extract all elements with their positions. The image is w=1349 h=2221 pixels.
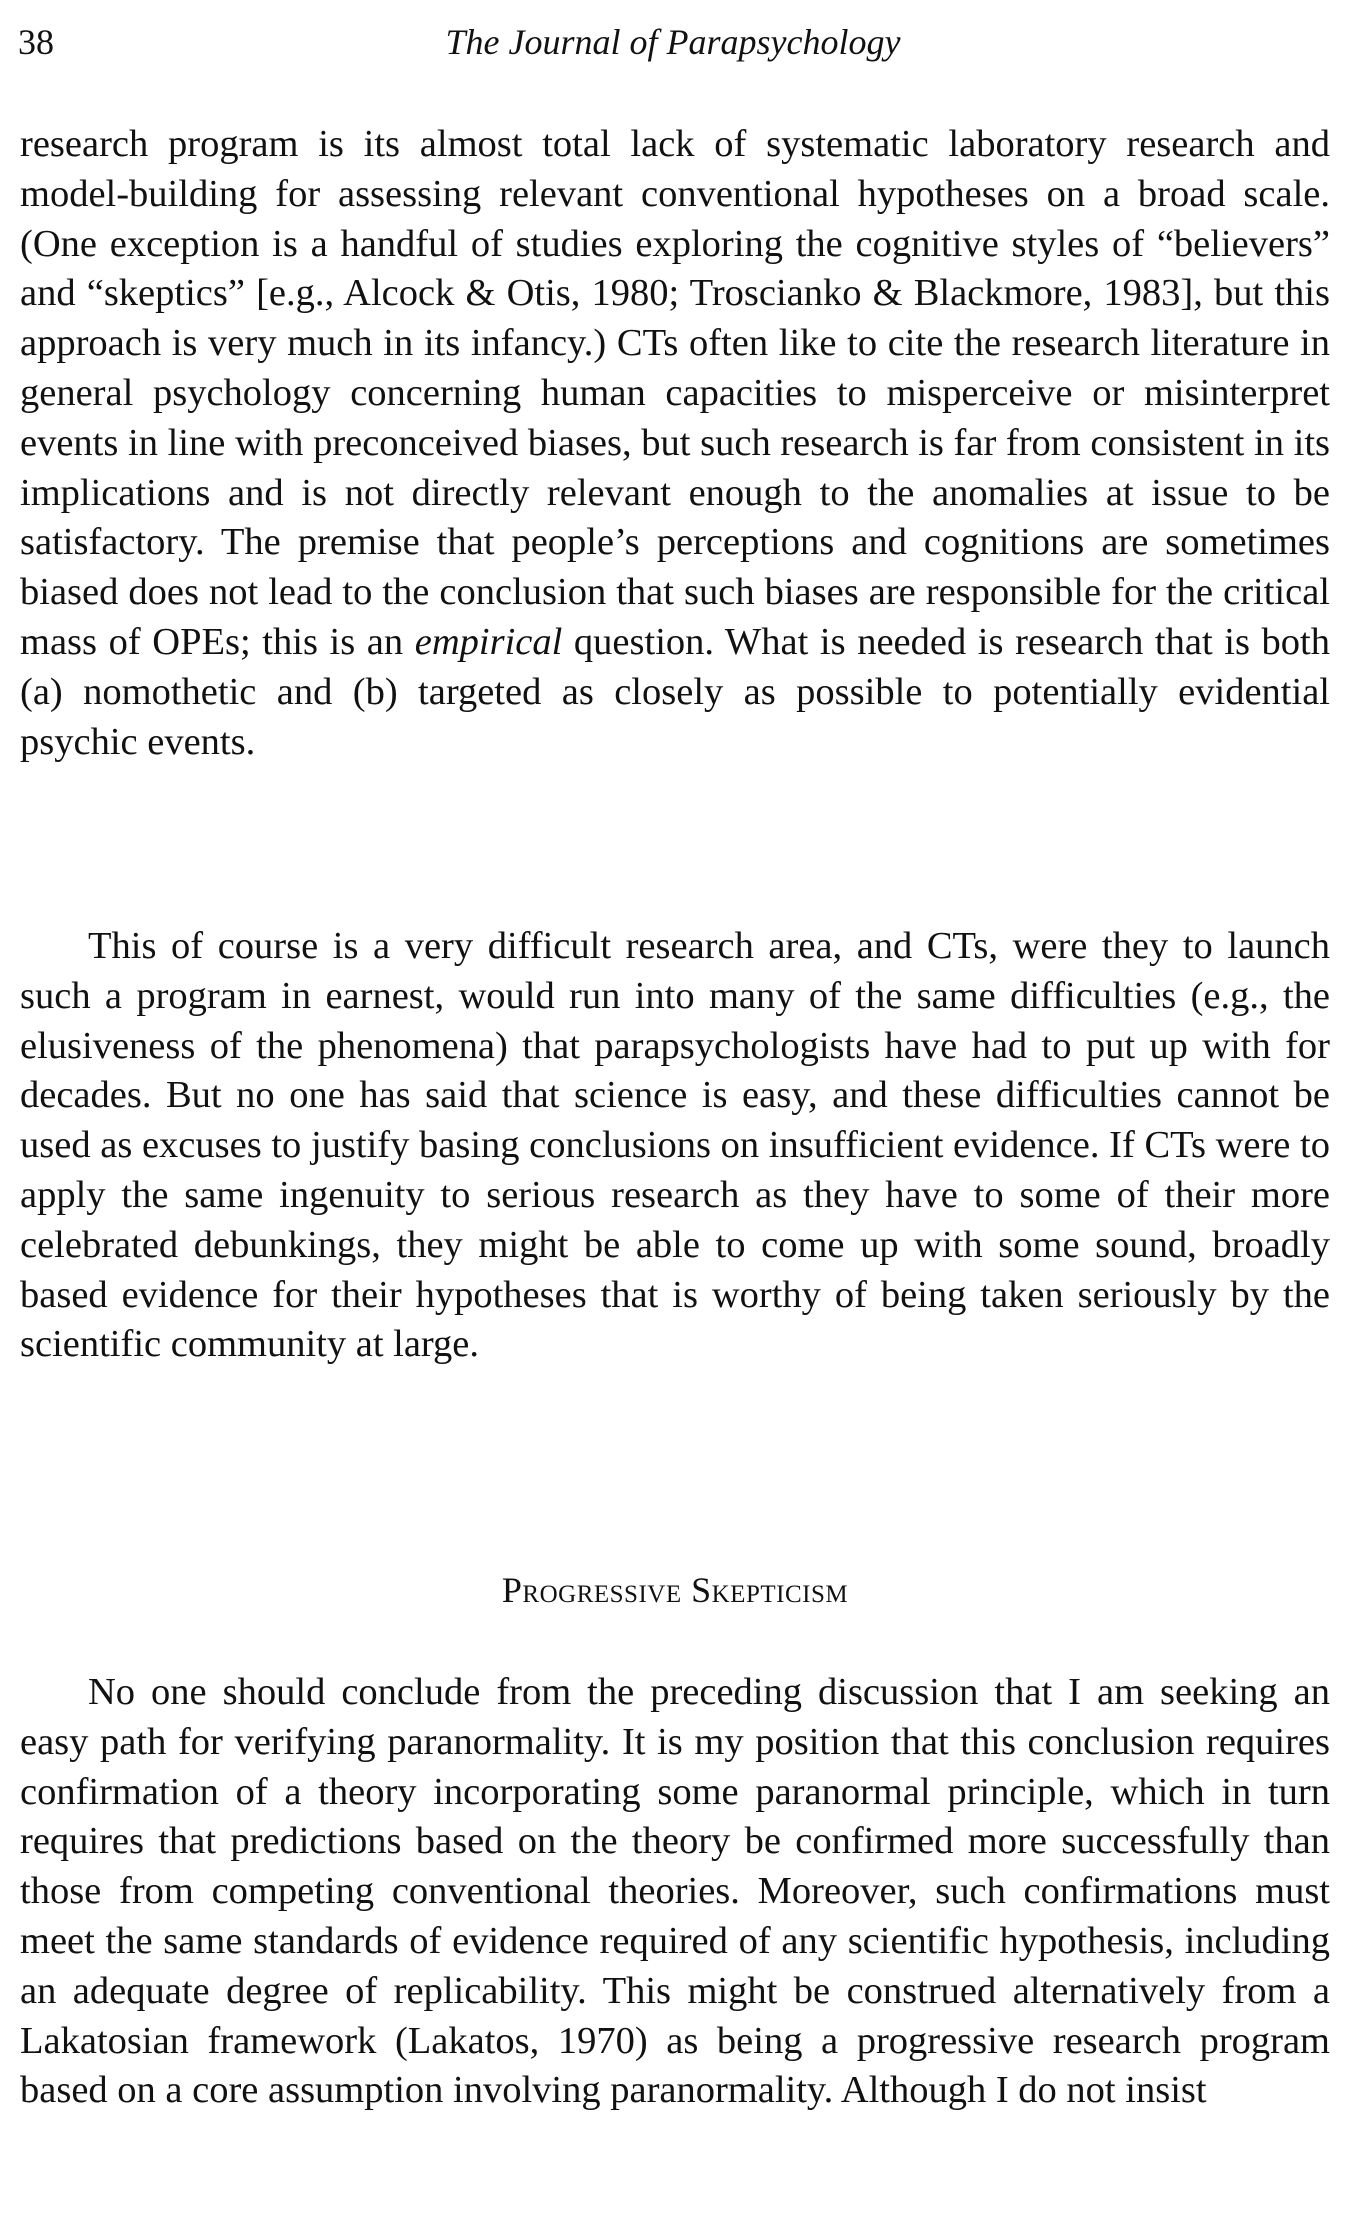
paragraph-1 [20, 120, 1330, 767]
paragraph-3 [20, 1668, 1330, 2116]
running-header [18, 20, 1328, 70]
page-number: 38 [18, 22, 54, 62]
paragraph-2 [20, 922, 1330, 1370]
paragraph-1-emphasis: empirical [414, 620, 563, 663]
paragraph-3-text: No one should conclude from the preceding discussion that I am seeking an easy path for verifying paranormality. It is my position that this conclusion requires confirmation of a theory incorporating some paranormal principle, which in turn requires that predictions based on the theory be confirmed more successfully than those from competing conventional theories. Moreover, such confirmations must meet the same standards of evidence required of any scientific hypothesis, including an adequate degree of replicability. This might be construed alternatively from a Lakatosian framework (Lakatos, 1970) as being a progressive research program based on a core assumption involving paranormality. Although I do not insist [20, 1671, 1330, 2112]
paragraph-2-text: This of course is a very difficult research area, and CTs, were they to launch such a program in earnest, would run into many of the same difficulties (e.g., the elusiveness of the phenomena) that parapsychologists have had to put up with for decades. But no one has said that science is easy, and these difficulties cannot be used as excuses to justify basing conclusions on insufficient evidence. If CTs were to apply the same ingenuity to serious research as they have to some of their more celebrated debunkings, they might be able to come up with some sound, broadly based evidence for their hypotheses that is worthy of being taken seriously by the scientific community at large. [20, 925, 1330, 1366]
paragraph-1-text-b: question. What is needed is research that is both (a) nomothetic and (b) targeted as closely as possible to potentially evidential psychic events. [20, 620, 1330, 763]
section-heading: Progressive Skepticism [501, 1570, 849, 1610]
running-head-title: The Journal of Parapsychology [445, 22, 901, 62]
paragraph-1-text-a: research program is its almost total lack of systematic laboratory research and model-building for assessing relevant conventional hypotheses on a broad scale. (One exception is a handful of studies exploring the cognitive styles of “believers” and “skeptics” [e.g., Alcock & Otis, 1980; Troscianko & Blackmore, 1983], but this approach is very much in its infancy.) CTs often like to cite the research literature in general psychology concerning human capacities to misperceive or misinterpret events in line with preconceived biases, but such research is far from consistent in its implications and is not directly relevant enough to the anomalies at issue to be satisfactory. The premise that people’s perceptions and cognitions are sometimes biased does not lead to the conclusion that such biases are responsible for the critical mass of OPEs; this is an [20, 123, 1330, 663]
